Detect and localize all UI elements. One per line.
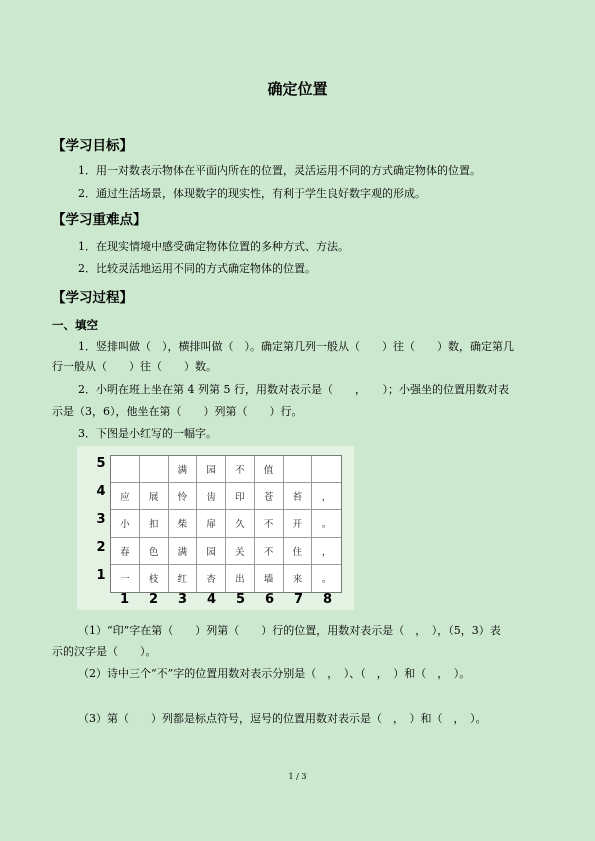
grid-cell: 扣: [140, 510, 169, 537]
grid-cell: 色: [140, 538, 169, 565]
character-grid: [110, 455, 342, 593]
grid-cell: 满: [169, 456, 198, 483]
grid-cell: [140, 456, 169, 483]
goal-item-2: 2．通过生活场景，体现数字的现实性，有利于学生良好数字观的形成。: [78, 187, 426, 200]
row-label-5: 5: [96, 456, 106, 471]
grid-cell: 。: [321, 574, 332, 586]
question-2-line-2: 示是（3，6），他坐在第（ ）列第（ ）行。: [52, 405, 303, 418]
grid-cell: 出: [226, 565, 255, 592]
grid-cell: 一: [111, 565, 140, 592]
grid-cell: 园: [197, 538, 226, 565]
grid-cell: 枝: [140, 565, 169, 592]
grid-cell: 苔: [284, 483, 313, 510]
grid-cell: 扉: [197, 510, 226, 537]
grid-cell: [312, 456, 341, 483]
question-3: 3．下图是小红写的一幅字。: [78, 427, 217, 440]
grid-cell: 小: [111, 510, 140, 537]
grid-cell: 杏: [197, 565, 226, 592]
grid-cell: 齿: [197, 483, 226, 510]
col-label-6: 6: [264, 592, 275, 607]
process-heading: 【学习过程】: [52, 290, 133, 306]
page-number: 1 / 3: [288, 772, 307, 781]
grid-cell: 满: [169, 538, 198, 565]
sub-question-1-line-2: 示的汉字是（ ）。: [52, 645, 157, 658]
page-title: 确定位置: [267, 80, 328, 98]
goals-heading: 【学习目标】: [52, 138, 133, 154]
grid-cell: 春: [111, 538, 140, 565]
grid-cell: 来: [284, 565, 313, 592]
grid-cell: 柴: [169, 510, 198, 537]
grid-cell: 红: [169, 565, 198, 592]
key-point-item-2: 2．比较灵活地运用不同的方式确定物体的位置。: [78, 262, 316, 275]
col-label-7: 7: [293, 592, 304, 607]
section-fill-in-heading: 一、填空: [52, 318, 98, 332]
row-label-3: 3: [96, 512, 106, 527]
grid-cell: ，: [312, 483, 341, 510]
grid-cell: 值: [255, 456, 284, 483]
grid-cell: ，: [312, 538, 341, 565]
grid-cell: 不: [255, 510, 284, 537]
col-label-3: 3: [177, 592, 188, 607]
col-label-2: 2: [148, 592, 159, 607]
grid-cell: 住: [284, 538, 313, 565]
grid-cell: [284, 456, 313, 483]
col-label-5: 5: [235, 592, 246, 607]
calligraphy-grid-figure: [77, 446, 354, 610]
key-point-item-1: 1．在现实情境中感受确定物体位置的多种方式、方法。: [78, 240, 349, 253]
grid-cell: 不: [255, 538, 284, 565]
grid-cell: 关: [226, 538, 255, 565]
sub-question-2: （2）诗中三个“不”字的位置用数对表示分别是（ ， ）、（ ， ）和（ ， ）。: [78, 667, 471, 680]
goal-item-1: 1．用一对数表示物体在平面内所在的位置，灵活运用不同的方式确定物体的位置。: [78, 164, 481, 177]
question-1-line-1: 1．竖排叫做（ ），横排叫做（ ）。确定第几列一般从（ ）往（ ）数，确定第几: [78, 340, 514, 353]
question-2-line-1: 2．小明在班上坐在第 4 列第 5 行，用数对表示是（ ， ）；小强坐的位置用数对表: [78, 383, 509, 396]
question-1-line-2: 行一般从（ ）往（ ）数。: [52, 360, 217, 373]
grid-cell: 印: [226, 483, 255, 510]
row-label-1: 1: [96, 568, 106, 583]
row-label-2: 2: [96, 540, 106, 555]
col-label-8: 8: [322, 592, 333, 607]
grid-cell: 苍: [255, 483, 284, 510]
sub-question-1-line-1: （1）“印”字在第（ ）列第（ ）行的位置，用数对表示是（ ， ），（5，3）表: [78, 624, 501, 637]
grid-cell: [111, 456, 140, 483]
row-label-4: 4: [96, 484, 106, 499]
col-label-4: 4: [206, 592, 217, 607]
grid-cell: 墙: [255, 565, 284, 592]
grid-cell: 园: [197, 456, 226, 483]
grid-cell: 不: [226, 456, 255, 483]
grid-cell: 怜: [169, 483, 198, 510]
grid-cell: 展: [140, 483, 169, 510]
grid-cell: 久: [226, 510, 255, 537]
col-label-1: 1: [119, 592, 130, 607]
key-points-heading: 【学习重难点】: [52, 212, 147, 228]
grid-cell: 。: [312, 510, 341, 537]
sub-question-3: （3）第（ ）列都是标点符号，逗号的位置用数对表示是（ ， ）和（ ， ）。: [78, 712, 487, 725]
grid-cell: 应: [111, 483, 140, 510]
grid-cell: 开: [284, 510, 313, 537]
